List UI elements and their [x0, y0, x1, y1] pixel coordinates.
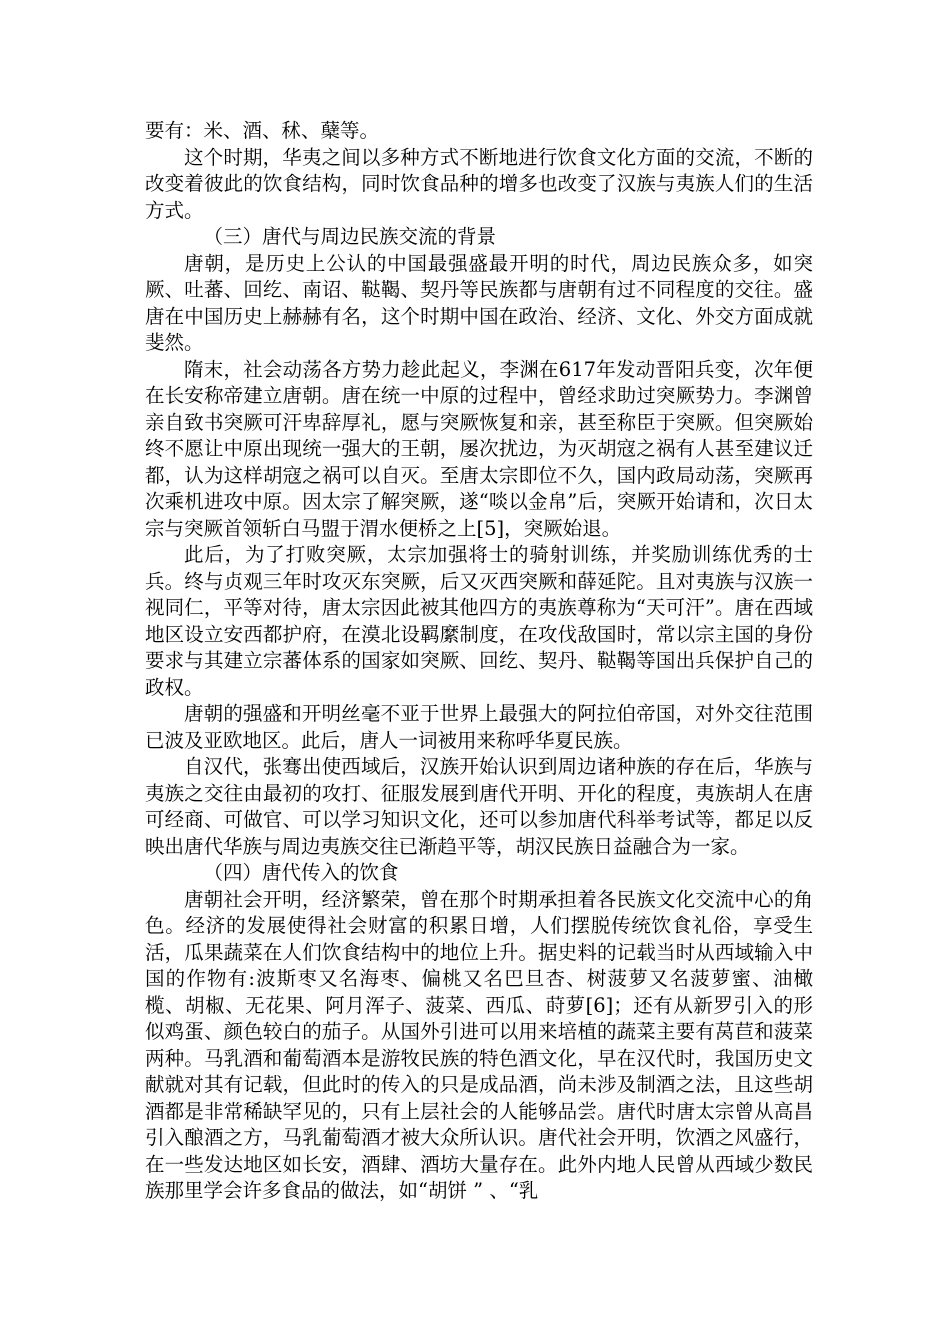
document-page	[145, 118, 813, 1205]
paragraph-tang-strength: 唐朝的强盛和开明丝毫不亚于世界上最强大的阿拉伯帝国，对外交往范围已波及亚欧地区。此后，唐人一词被用来称呼华夏民族。	[145, 702, 813, 752]
paragraph-imported-food: 唐朝社会开明，经济繁荣，曾在那个时期承担着各民族文化交流中心的角色。经济的发展使得社会财富的积累日增，人们摆脱传统饮食礼俗，享受生活，瓜果蔬菜在人们饮食结构中的地位上升。据史料的记载当时从西域输入中国的作物有:波斯枣又名海枣、偏桃又名巴旦杏、树菠萝又名菠萝蜜、油橄榄、胡椒、无花果、阿月浑子、菠菜、西瓜、莳萝[6]；还有从新罗引入的形似鸡蛋、颜色较白的茄子。从国外引进可以用来培植的蔬菜主要有莴苣和菠菜两种。马乳酒和葡萄酒本是游牧民族的特色酒文化，早在汉代时，我国历史文献就对其有记载，但此时的传入的只是成品酒，尚未涉及制酒之法，且这些胡酒都是非常稀缺罕见的，只有上层社会的人能够品尝。唐代时唐太宗曾从高昌引入酿酒之方，马乳葡萄酒才被大众所认识。唐代社会开明，饮酒之风盛行，在一些发达地区如长安，酒肆、酒坊大量存在。此外内地人民曾从西域少数民族那里学会许多食品的做法，如“胡饼 ” 、“乳	[145, 887, 813, 1202]
paragraph-tang-overview: 唐朝，是历史上公认的中国最强盛最开明的时代，周边民族众多，如突厥、吐蕃、回纥、南诏、鞑鞨、契丹等民族都与唐朝有过不同程度的交往。盛唐在中国历史上赫赫有名，这个时期中国在政治、经济、文化、外交方面成就斐然。	[145, 251, 813, 354]
section-heading-3: （三）唐代与周边民族交流的背景	[203, 225, 497, 248]
paragraph-sui-end: 隋末，社会动荡各方势力趁此起义，李渊在617年发动晋阳兵变，次年便在长安称帝建立唐朝。唐在统一中原的过程中，曾经求助过突厥势力。李渊曾亲自致书突厥可汗卑辞厚礼，愿与突厥恢复和亲，甚至称臣于突厥。但突厥始终不愿让中原出现统一强大的王朝，屡次扰边，为灭胡寇之祸有人甚至建议迁都，认为这样胡寇之祸可以自灭。至唐太宗即位不久，国内政局动荡，突厥再次乘机进攻中原。因太宗了解突厥，遂“啖以金帛”后，突厥开始请和，次日太宗与突厥首领斩白马盟于渭水便桥之上[5]，突厥始退。	[145, 357, 813, 540]
paragraph-defeat-turks: 此后，为了打败突厥，太宗加强将士的骑射训练，并奖励训练优秀的士兵。终与贞观三年时攻灭东突厥，后又灭西突厥和薛延陀。且对夷族与汉族一视同仁，平等对待，唐太宗因此被其他四方的夷族尊称为“天可汗”。唐在西域地区设立安西都护府，在漠北设羁縻制度，在攻伐敌国时，常以宗主国的身份要求与其建立宗蕃体系的国家如突厥、回纥、契丹、鞑鞨等国出兵保护自己的政权。	[145, 543, 813, 699]
paragraph-food-exchange: 这个时期，华夷之间以多种方式不断地进行饮食文化方面的交流，不断的改变着彼此的饮食结构，同时饮食品种的增多也改变了汉族与夷族人们的生活方式。	[145, 145, 813, 222]
paragraph-han-origins: 自汉代，张骞出使西域后，汉族开始认识到周边诸种族的存在后，华族与夷族之交往由最初的攻打、征服发展到唐代开明、开化的程度，夷族胡人在唐可经商、可做官、可以学习知识文化，还可以参加唐代科举考试等，都足以反映出唐代华族与周边夷族交往已渐趋平等，胡汉民族日益融合为一家。	[145, 755, 813, 858]
paragraph-continuation: 要有：米、酒、秫、蘖等。	[145, 119, 380, 142]
section-heading-4: （四）唐代传入的饮食	[203, 861, 399, 884]
